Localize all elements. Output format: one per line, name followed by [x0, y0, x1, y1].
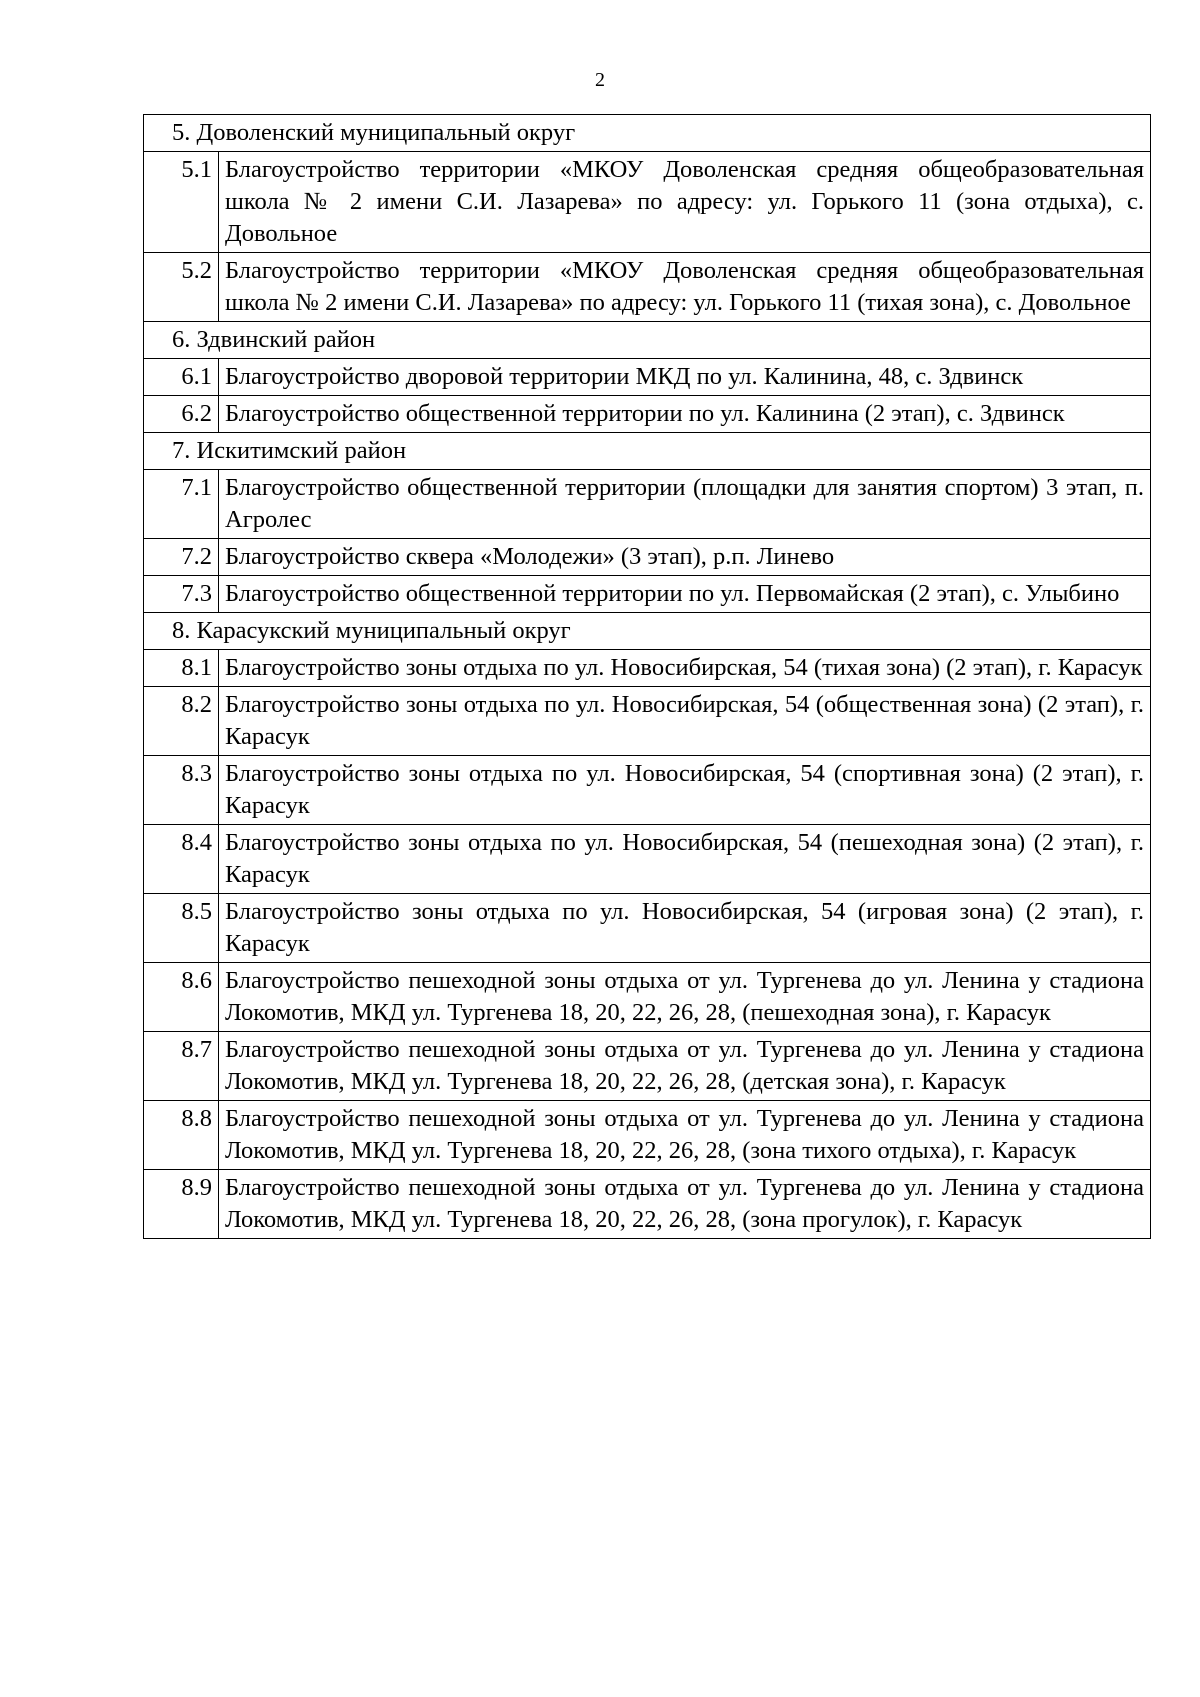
row-description: Благоустройство общественной территории по ул. Первомайская (2 этап), с. Улыбино	[219, 576, 1151, 613]
section-header-row	[144, 433, 1151, 470]
row-description: Благоустройство общественной территории (площадки для занятия спортом) 3 этап, п. Агролес	[219, 470, 1151, 539]
row-description: Благоустройство сквера «Молодежи» (3 этап), р.п. Линево	[219, 539, 1151, 576]
row-number: 7.1	[144, 470, 219, 539]
row-number: 5.1	[144, 152, 219, 253]
row-number: 7.2	[144, 539, 219, 576]
table-row	[144, 1032, 1151, 1101]
table-row	[144, 894, 1151, 963]
table-row	[144, 963, 1151, 1032]
row-description: Благоустройство пешеходной зоны отдыха от ул. Тургенева до ул. Ленина у стадиона Локомотив, МКД ул. Тургенева 18, 20, 22, 26, 28, (детская зона), г. Карасук	[219, 1032, 1151, 1101]
section-title: 7. Искитимский район	[144, 433, 1151, 470]
row-number: 8.5	[144, 894, 219, 963]
page-number: 2	[595, 69, 605, 91]
table-row	[144, 576, 1151, 613]
row-description: Благоустройство зоны отдыха по ул. Новосибирская, 54 (пешеходная зона) (2 этап), г. Карасук	[219, 825, 1151, 894]
row-number: 8.9	[144, 1170, 219, 1239]
row-description: Благоустройство зоны отдыха по ул. Новосибирская, 54 (игровая зона) (2 этап), г. Карасук	[219, 894, 1151, 963]
table-row	[144, 650, 1151, 687]
row-description: Благоустройство территории «МКОУ Доволенская средняя общеобразовательная школа № 2 имени С.И. Лазарева» по адресу: ул. Горького 11 (тихая зона), с. Довольное	[219, 253, 1151, 322]
section-title: 6. Здвинский район	[144, 322, 1151, 359]
table-row	[144, 253, 1151, 322]
section-header-row	[144, 613, 1151, 650]
row-number: 8.6	[144, 963, 219, 1032]
objects-table-body	[144, 115, 1151, 1239]
table-row	[144, 396, 1151, 433]
row-description: Благоустройство общественной территории по ул. Калинина (2 этап), с. Здвинск	[219, 396, 1151, 433]
row-description: Благоустройство пешеходной зоны отдыха от ул. Тургенева до ул. Ленина у стадиона Локомотив, МКД ул. Тургенева 18, 20, 22, 26, 28, (зона прогулок), г. Карасук	[219, 1170, 1151, 1239]
table-row	[144, 1170, 1151, 1239]
table-row	[144, 359, 1151, 396]
table-row	[144, 539, 1151, 576]
row-number: 8.8	[144, 1101, 219, 1170]
row-description: Благоустройство пешеходной зоны отдыха от ул. Тургенева до ул. Ленина у стадиона Локомотив, МКД ул. Тургенева 18, 20, 22, 26, 28, (пешеходная зона), г. Карасук	[219, 963, 1151, 1032]
row-number: 5.2	[144, 253, 219, 322]
row-number: 7.3	[144, 576, 219, 613]
row-description: Благоустройство зоны отдыха по ул. Новосибирская, 54 (тихая зона) (2 этап), г. Карасук	[219, 650, 1151, 687]
section-title: 5. Доволенский муниципальный округ	[144, 115, 1151, 152]
row-number: 6.2	[144, 396, 219, 433]
row-number: 8.4	[144, 825, 219, 894]
section-header-row	[144, 115, 1151, 152]
table-row	[144, 152, 1151, 253]
table-row	[144, 825, 1151, 894]
row-number: 8.1	[144, 650, 219, 687]
row-number: 6.1	[144, 359, 219, 396]
objects-table	[143, 114, 1151, 1239]
row-description: Благоустройство территории «МКОУ Доволенская средняя общеобразовательная школа № 2 имени С.И. Лазарева» по адресу: ул. Горького 11 (зона отдыха), с. Довольное	[219, 152, 1151, 253]
row-number: 8.3	[144, 756, 219, 825]
row-description: Благоустройство пешеходной зоны отдыха от ул. Тургенева до ул. Ленина у стадиона Локомотив, МКД ул. Тургенева 18, 20, 22, 26, 28, (зона тихого отдыха), г. Карасук	[219, 1101, 1151, 1170]
row-description: Благоустройство зоны отдыха по ул. Новосибирская, 54 (спортивная зона) (2 этап), г. Карасук	[219, 756, 1151, 825]
row-description: Благоустройство дворовой территории МКД по ул. Калинина, 48, с. Здвинск	[219, 359, 1151, 396]
table-row	[144, 756, 1151, 825]
table-row	[144, 1101, 1151, 1170]
table-row	[144, 687, 1151, 756]
section-header-row	[144, 322, 1151, 359]
table-row	[144, 470, 1151, 539]
row-number: 8.2	[144, 687, 219, 756]
row-description: Благоустройство зоны отдыха по ул. Новосибирская, 54 (общественная зона) (2 этап), г. Карасук	[219, 687, 1151, 756]
section-title: 8. Карасукский муниципальный округ	[144, 613, 1151, 650]
row-number: 8.7	[144, 1032, 219, 1101]
